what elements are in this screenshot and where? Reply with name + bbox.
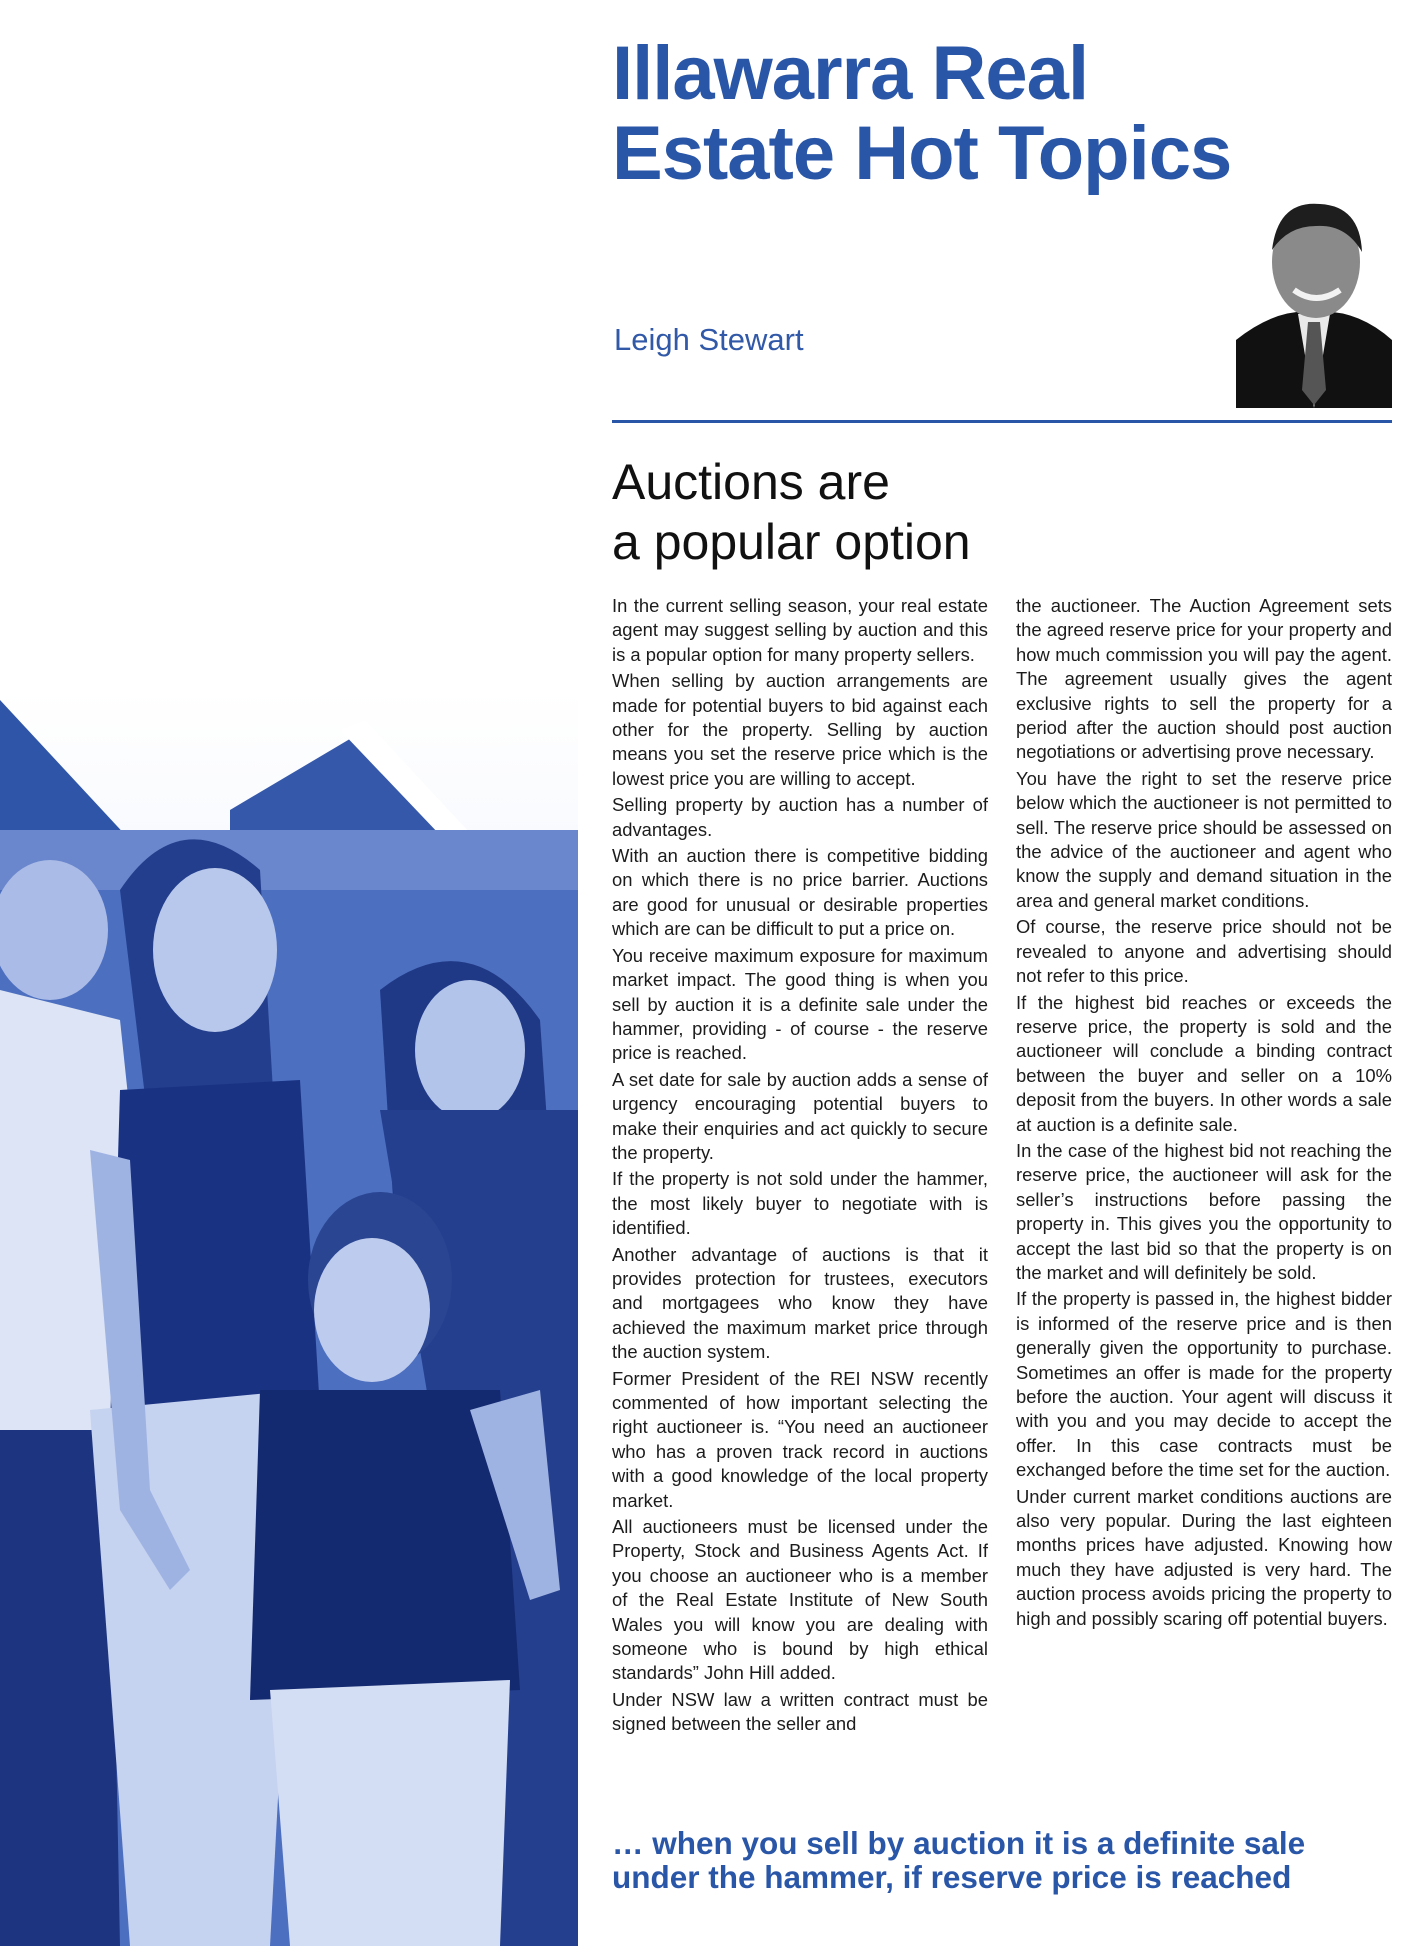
paragraph: A set date for sale by auction adds a sense of urgency encouraging potential buyers to make their enquiries and act quickly to secure the property. [612,1068,988,1163]
paragraph: If the property is passed in, the highest bidder is informed of the reserve price and is then generally given the opportunity to purchase. Sometimes an offer is made for the property before the auction. Your agent will discuss it with you and you may decide to accept the offer. In this case contracts must be exchanged before the time set for the auction. [1016,1288,1392,1481]
paragraph: You receive maximum exposure for maximum market impact. The good thing is when you sell by auction it is a definite sale under the hammer, providing - of course - the reserve price is reached. [612,944,988,1064]
pull-quote [612,1826,1402,1894]
page-title [612,31,1312,196]
pull-quote-line-2: under the hammer, if reserve price is reached [612,1859,1292,1895]
paragraph: Selling property by auction has a number of advantages. [612,794,988,840]
paragraph: Under current market conditions auctions are also very popular. During the last eighteen months prices have adjusted. Knowing how much they have adjusted is very hard. The auction process avoids pricing the property to high and possibly scaring off potential buyers. [1016,1485,1392,1629]
paragraph: You have the right to set the reserve price below which the auctioneer is not permitted to sell. The reserve price should be assessed on the advice of the auctioneer and agent who know the supply and demand situation in the area and general market conditions. [1016,767,1392,911]
headline-line-1: Auctions are [612,454,890,510]
article-column-1 [612,594,988,1739]
paragraph: When selling by auction arrangements are made for potential buyers to bid against each other for the property. Selling by auction means you set the reserve price which is the lowest price you are willing to accept. [612,670,988,789]
pull-quote-line-1: … when you sell by auction it is a definite sale [612,1825,1306,1861]
paragraph: the auctioneer. The Auction Agreement sets the agreed reserve price for your property and how much commission you will pay the agent. The agreement usually gives the agent exclusive rights to sell the property for a period after the auction should post auction negotiations or advertising prove necessary. [1016,595,1392,763]
title-line-1: Illawarra Real [612,31,1089,116]
headline-line-2: a popular option [612,514,971,570]
header-divider [612,420,1392,423]
article-headline [612,452,971,572]
paragraph: If the property is not sold under the hammer, the most likely buyer to negotiate with is identified. [612,1168,988,1239]
paragraph: Of course, the reserve price should not be revealed to anyone and advertising should not refer to this price. [1016,916,1392,987]
paragraph: With an auction there is competitive bidding on which there is no price barrier. Auctions are good for unusual or desirable properties which are can be difficult to put a price on. [612,845,988,940]
paragraph: Another advantage of auctions is that it provides protection for trustees, executors and mortgagees who know they have achieved the maximum market price through the auction system. [612,1243,988,1363]
title-line-2: Estate Hot Topics [612,111,1232,196]
paragraph: In the case of the highest bid not reaching the reserve price, the auctioneer will ask for the seller’s instructions before passing the property in. This gives you the opportunity to accept the last bid so that the property is on the market and will definitely be sold. [1016,1139,1392,1283]
family-photo [0,690,578,1946]
author-name: Leigh Stewart [614,322,804,357]
paragraph: Under NSW law a written contract must be signed between the seller and [612,1688,988,1735]
paragraph: In the current selling season, your real estate agent may suggest selling by auction and this is a popular option for many property sellers. [612,595,988,665]
author-headshot [1236,190,1392,408]
paragraph: If the highest bid reaches or exceeds the reserve price, the property is sold and the auctioneer will conclude a binding contract between the buyer and seller on a 10% deposit from the buyers. In other words a sale at auction is a definite sale. [1016,991,1392,1135]
paragraph: All auctioneers must be licensed under the Property, Stock and Business Agents Act. If you choose an auctioneer who is a member of the Real Estate Institute of New South Wales you will know you are dealing with someone who is bound by high ethical standards” John Hill added. [612,1516,988,1684]
paragraph: Former President of the REI NSW recently commented of how important selecting the right auctioneer is. “You need an auctioneer who has a proven track record in auctions with a good knowledge of the local property market. [612,1367,988,1511]
article-column-2 [1016,594,1392,1633]
